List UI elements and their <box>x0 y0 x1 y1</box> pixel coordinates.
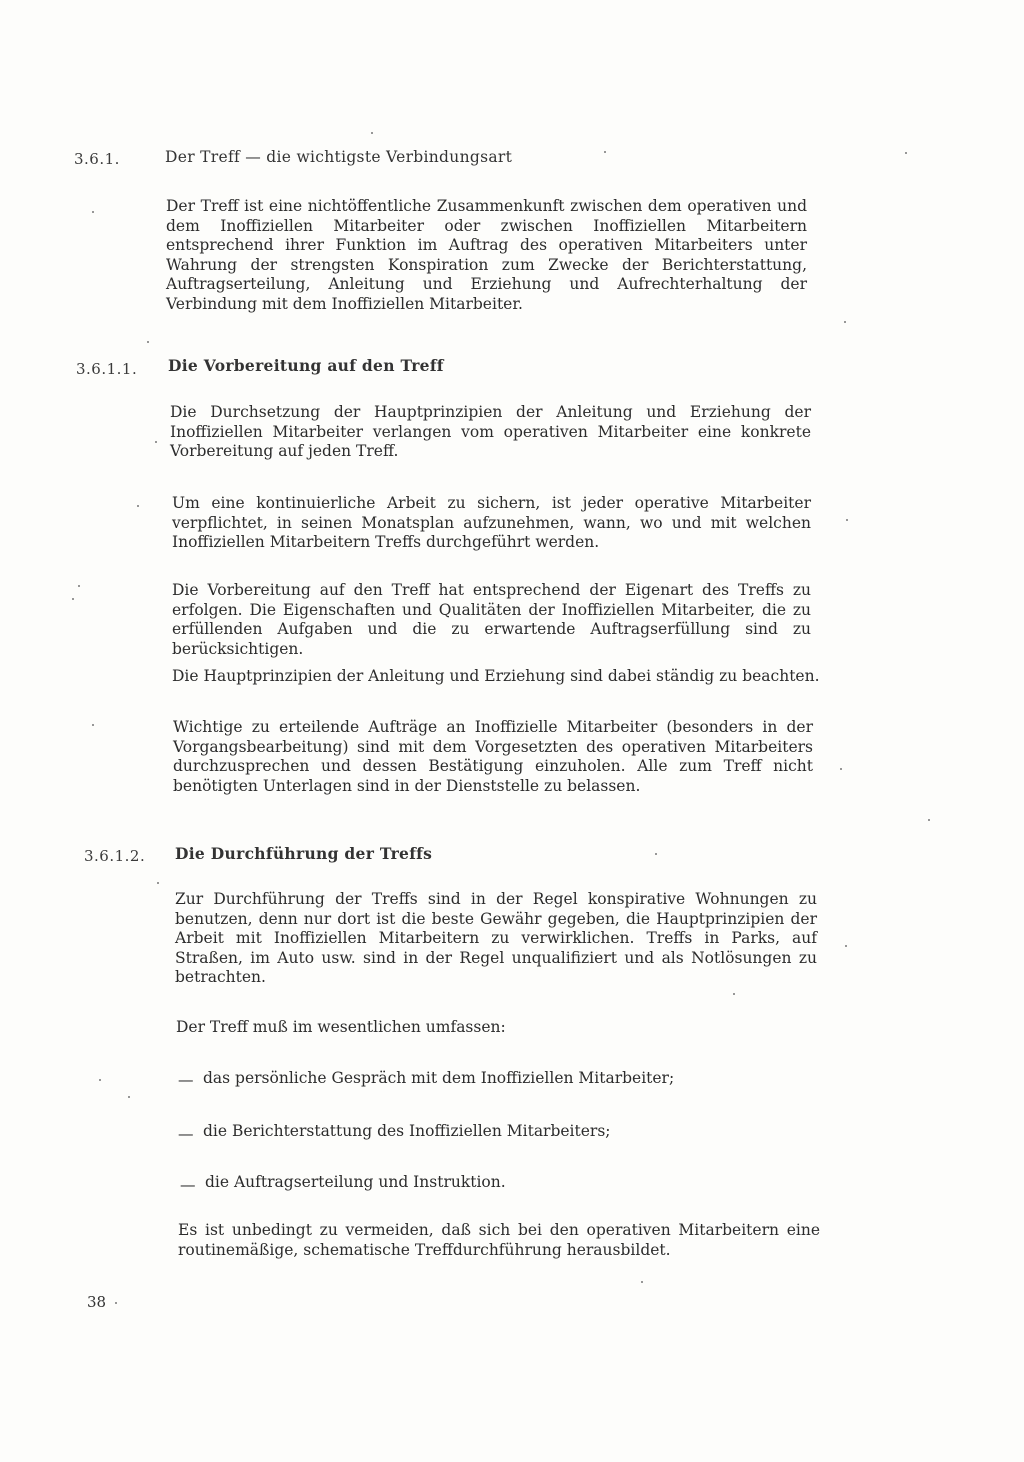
scan-speck <box>128 1096 130 1098</box>
list-item-text: das persönliche Gespräch mit dem Inoffiziellen Mitarbeiter; <box>203 1069 675 1087</box>
scan-speck <box>99 1079 101 1081</box>
scan-speck <box>928 819 930 821</box>
scan-speck <box>147 341 149 343</box>
section-number: 3.6.1.1. <box>76 360 138 378</box>
scan-speck <box>655 853 657 855</box>
paragraph: Um eine kontinuierliche Arbeit zu sichern, ist jeder operative Mitarbeiter verpflichtet, in seinen Monatsplan aufzunehmen, wann, wo und mit welchen Inoffiziellen Mitarbeitern Treffs durchgeführt werden. <box>172 494 811 551</box>
scan-speck <box>92 211 94 213</box>
scan-speck <box>844 321 846 323</box>
section-number: 3.6.1.2. <box>84 847 146 865</box>
scan-speck <box>157 882 159 884</box>
scan-speck <box>92 724 94 726</box>
scan-speck <box>115 1302 117 1304</box>
paragraph: Die Hauptprinzipien der Anleitung und Erziehung sind dabei ständig zu beachten. <box>172 667 820 685</box>
scan-speck <box>371 132 373 134</box>
paragraph: Die Durchsetzung der Hauptprinzipien der Anleitung und Erziehung der Inoffiziellen Mitarbeiter verlangen vom operativen Mitarbeiter eine konkrete Vorbereitung auf jeden Treff. <box>170 403 811 460</box>
scan-speck <box>78 585 80 587</box>
paragraph: Es ist unbedingt zu vermeiden, daß sich bei den operativen Mitarbeitern eine routinemäßige, schematische Treffdurchführung herausbildet. <box>178 1221 820 1259</box>
scan-speck <box>137 505 139 507</box>
scan-speck <box>840 768 842 770</box>
scan-speck <box>641 1281 643 1283</box>
section-title: Die Vorbereitung auf den Treff <box>168 356 444 375</box>
paragraph: Zur Durchführung der Treffs sind in der Regel konspirative Wohnungen zu benutzen, denn nur dort ist die beste Gewähr gegeben, die Hauptprinzipien der Arbeit mit Inoffiziellen Mitarbeitern zu verwirklichen. Treffs in Parks, auf Straßen, im Auto usw. sind in der Regel unqualifiziert und als Notlösungen zu betrachten. <box>175 890 817 986</box>
scan-speck <box>72 598 74 600</box>
list-dash: — <box>178 1071 194 1089</box>
scan-speck <box>604 151 606 153</box>
scan-speck <box>155 441 157 443</box>
paragraph: Wichtige zu erteilende Aufträge an Inoffizielle Mitarbeiter (besonders in der Vorgangsbearbeitung) sind mit dem Vorgesetzten des operativen Mitarbeiters durchzusprechen und dessen Bestätigung einzuholen. Alle zum Treff nicht benötigten Unterlagen sind in der Dienststelle zu belassen. <box>173 718 813 795</box>
page-number: 38 <box>87 1293 107 1311</box>
list-item-text: die Berichterstattung des Inoffiziellen Mitarbeiters; <box>203 1122 611 1140</box>
paragraph: Die Vorbereitung auf den Treff hat entsprechend der Eigenart des Treffs zu erfolgen. Die Eigenschaften und Qualitäten der Inoffiziellen Mitarbeiter, die zu erfüllenden Aufgaben und die zu erwartende Auftragserfüllung sind zu berücksichtigen. <box>172 581 811 658</box>
paragraph: Der Treff ist eine nichtöffentliche Zusammenkunft zwischen dem operativen und dem Inoffiziellen Mitarbeiter oder zwischen Inoffiziellen Mitarbeitern entsprechend ihrer Funktion im Auftrag des operativen Mitarbeiters unter Wahrung der strengsten Konspiration zum Zwecke der Berichterstattung, Auftragserteilung, Anleitung und Erziehung und Aufrechterhaltung der Verbindung mit dem Inoffiziellen Mitarbeiter. <box>166 197 807 313</box>
section-number: 3.6.1. <box>74 150 120 168</box>
list-dash: — <box>180 1176 196 1194</box>
scan-speck <box>846 519 848 521</box>
list-intro: Der Treff muß im wesentlichen umfassen: <box>176 1018 506 1036</box>
section-title: Der Treff — die wichtigste Verbindungsart <box>165 148 513 166</box>
list-item-text: die Auftragserteilung und Instruktion. <box>205 1173 506 1191</box>
scan-speck <box>733 993 735 995</box>
section-title: Die Durchführung der Treffs <box>175 844 433 863</box>
scan-speck <box>905 152 907 154</box>
scan-speck <box>845 945 847 947</box>
list-dash: — <box>178 1125 194 1143</box>
